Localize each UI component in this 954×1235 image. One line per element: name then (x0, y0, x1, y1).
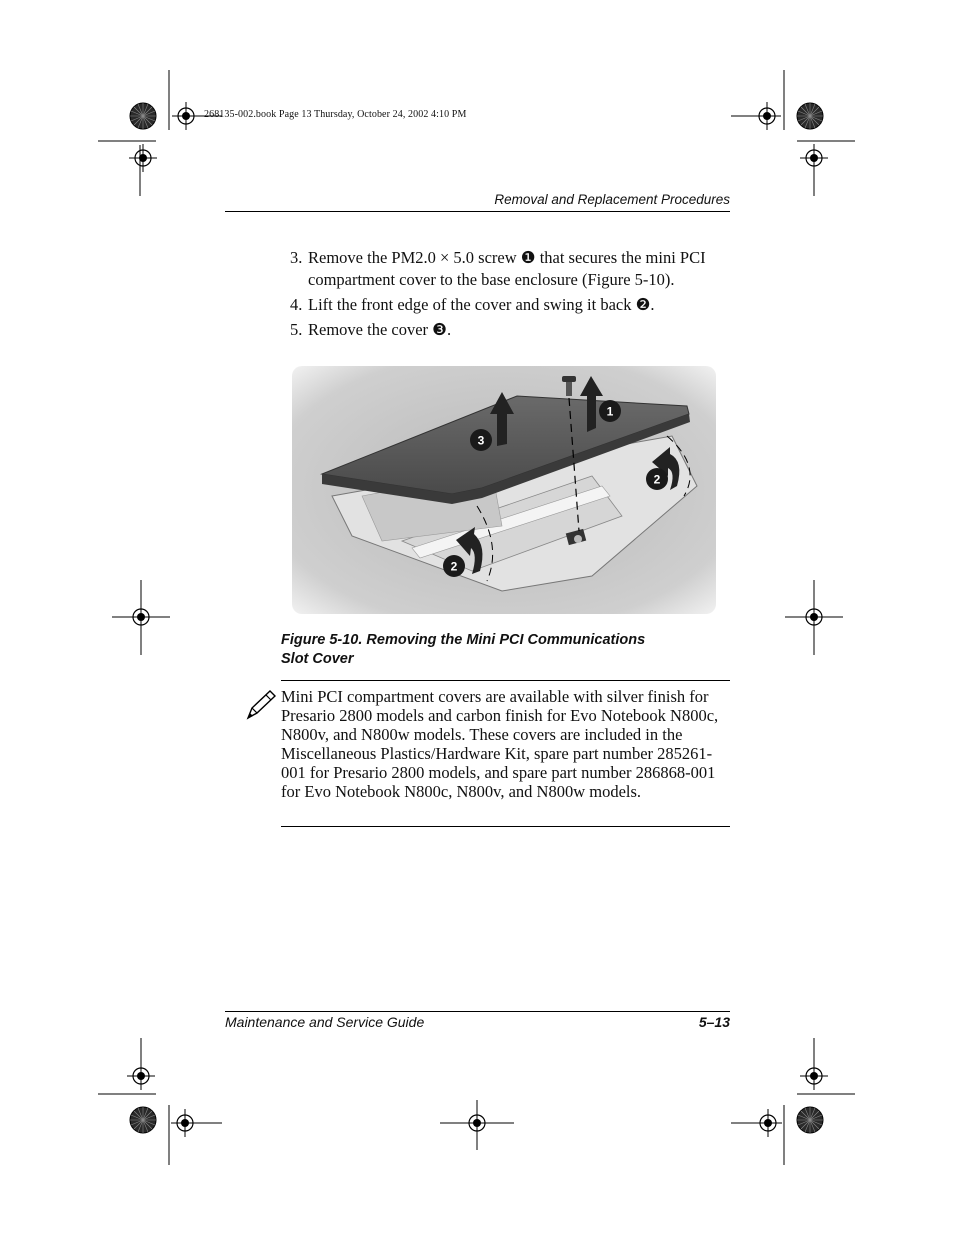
step-text: Remove the cover ❸. (308, 320, 452, 339)
pencil-note-icon (244, 688, 278, 722)
book-slug-line: 268135-002.book Page 13 Thursday, October 24, 2002 4:10 PM (204, 109, 467, 120)
note-text: Mini PCI compartment covers are available with silver finish for Presario 2800 models and carbon finish for Evo Notebook N800c, N800v, and N800w models. These covers are included in the Miscellaneous Plastics/Hardware Kit, spare part number 285261-001 for Presario 2800 models, and spare part number 286868-001 for Evo Notebook N800c, N800v, and N800w models. (281, 687, 719, 801)
caption-line-1: Figure 5-10. Removing the Mini PCI Communications (281, 632, 646, 648)
step-text: Lift the front edge of the cover and swing it back ❷. (308, 295, 655, 314)
note-top-rule (281, 680, 730, 681)
callout-1 (599, 400, 621, 422)
callout-2-right (646, 468, 668, 490)
callout-3 (470, 429, 492, 451)
running-head: Removal and Replacement Procedures (494, 192, 730, 207)
step-5 (290, 319, 730, 341)
procedure-steps (290, 247, 730, 344)
caption-line-2: Slot Cover (281, 651, 354, 667)
footer-guide-title: Maintenance and Service Guide (225, 1014, 425, 1030)
callout-label: 1 (606, 404, 614, 419)
footer-rule (225, 1011, 730, 1012)
callout-label: 3 (477, 433, 485, 448)
header-rule (225, 211, 730, 212)
figure-caption (281, 631, 721, 669)
callout-label: 2 (653, 472, 661, 487)
step-4 (290, 294, 730, 316)
page-number: 5–13 (698, 1014, 730, 1030)
step-number: 4. (290, 295, 303, 314)
step-number: 5. (290, 320, 303, 339)
note-bottom-rule (281, 826, 730, 827)
mini-pci-cover-removal-illustration (292, 366, 716, 614)
callout-2-left (443, 555, 465, 577)
callout-label: 2 (450, 559, 458, 574)
step-number: 3. (290, 248, 303, 267)
step-text: Remove the PM2.0 × 5.0 screw ❶ that secures the mini PCI compartment cover to the base enclosure (Figure 5-10). (308, 248, 706, 289)
step-3 (290, 247, 730, 291)
